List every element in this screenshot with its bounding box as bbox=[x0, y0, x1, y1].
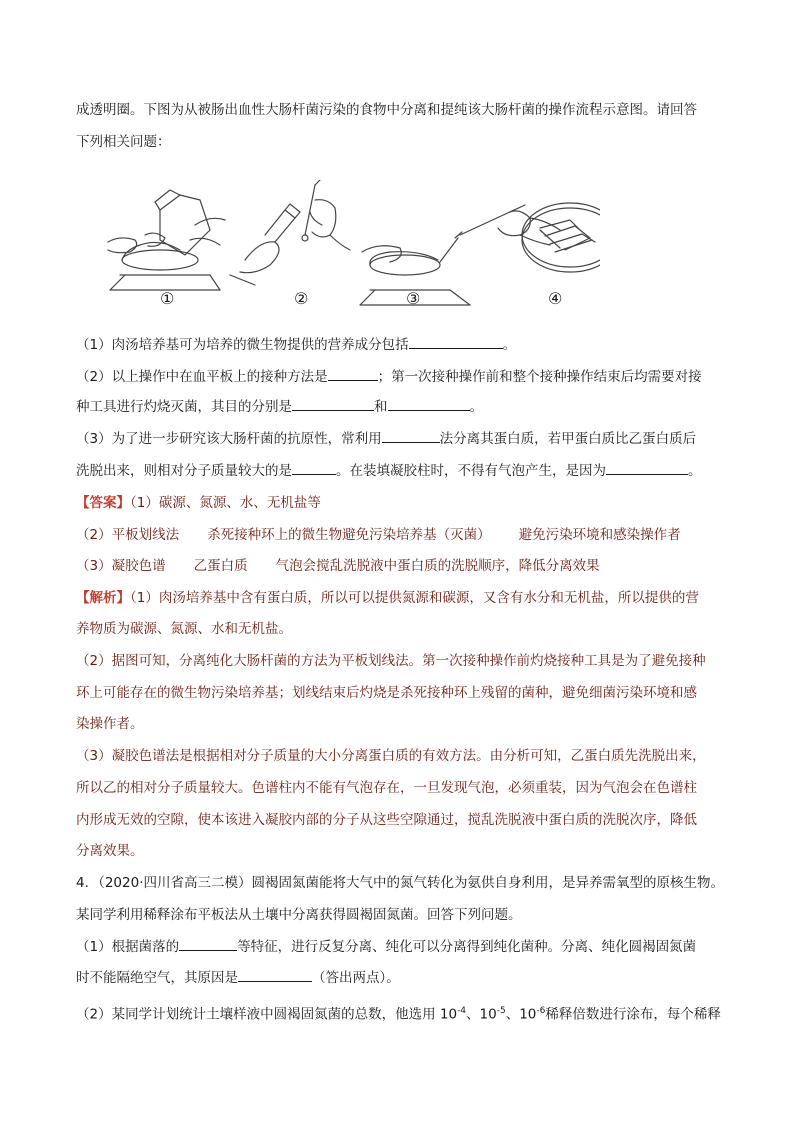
pouring-flask-illustration bbox=[108, 190, 225, 290]
intro-line-2: 下列相关问题： bbox=[76, 134, 171, 150]
petri-dish-illustration bbox=[522, 203, 600, 272]
question-4-line: 某同学利用稀释涂布平板法从土壤中分离获得圆褐固氮菌。回答下列问题。 bbox=[76, 907, 522, 923]
question-4-sub-2: （2）某同学计划统计土壤样液中圆褐固氮菌的总数，他选用 $10^{-4}$、$10^{-5}$、$10^{-6}$稀释倍数进行涂布，每个稀释 bbox=[76, 1006, 721, 1023]
analysis-line: 分离效果。 bbox=[76, 843, 144, 859]
answer-blank[interactable] bbox=[179, 936, 237, 951]
answer-line-1: 【答案】（1）碳源、氮源、水、无机盐等 bbox=[76, 495, 321, 511]
analysis-line: 内形成无效的空隙，使本该进入凝胶内部的分子从这些空隙通过，搅乱洗脱液中蛋白质的洗脱次序，降低 bbox=[76, 812, 697, 828]
answer-tag: 【答案】 bbox=[76, 495, 130, 511]
answer-blank[interactable] bbox=[606, 460, 688, 475]
question-3-line-2: 洗脱出来，则相对分子质量较大的是 。在装填凝胶柱时，不得有气泡产生，是因为 。 bbox=[76, 460, 734, 482]
analysis-tag: 【解析】 bbox=[76, 590, 130, 606]
figure-label-3: ③ bbox=[406, 289, 421, 308]
answer-line-3: （3）凝胶色谱 乙蛋白质 气泡会搅乱洗脱液中蛋白质的洗脱顺序，降低分离效果 bbox=[76, 558, 600, 574]
procedure-figure bbox=[100, 180, 600, 315]
figure-label-1: ① bbox=[160, 289, 175, 308]
question-1: （1）肉汤培养基可为培养的微生物提供的营养成分包括 。 bbox=[76, 334, 734, 356]
question-4-sub-1: （1）根据菌落的 等特征，进行反复分离、纯化可以分离得到纯化菌种。分离、纯化圆褐固氮菌 bbox=[76, 936, 734, 958]
streaking-plate-illustration bbox=[360, 205, 560, 305]
figure-label-4: ④ bbox=[548, 289, 563, 308]
analysis-line: 染操作者。 bbox=[76, 716, 144, 732]
question-4-sub-1: 时不能隔绝空气，其原因是 （答出两点）。 bbox=[76, 967, 734, 989]
analysis-line: 【解析】（1）肉汤培养基中含有蛋白质，所以可以提供氮源和碳源，又含有水分和无机盐，所以提供的营 bbox=[76, 590, 699, 606]
answer-blank[interactable] bbox=[388, 396, 470, 411]
answer-blank[interactable] bbox=[328, 366, 378, 381]
test-tube-hand-illustration bbox=[230, 204, 300, 285]
question-4-line: 4．（2020·四川省高三二模）圆褐固氮菌能将大气中的氮气转化为氨供自身利用，是异养需氧型的原核生物。 bbox=[76, 875, 724, 891]
analysis-line: （3）凝胶色谱法是根据相对分子质量的大小分离蛋白质的有效方法。由分析可知，乙蛋白质先洗脱出来， bbox=[76, 748, 706, 764]
question-2-line-2: 种工具进行灼烧灭菌，其目的分别是 和 。 bbox=[76, 396, 734, 418]
analysis-line: 养物质为碳源、氮源、水和无机盐。 bbox=[76, 621, 292, 637]
answer-blank[interactable] bbox=[382, 428, 440, 443]
answer-blank[interactable] bbox=[409, 334, 503, 349]
answer-blank[interactable] bbox=[292, 396, 374, 411]
intro-line-1: 成透明圈。下图为从被肠出血性大肠杆菌污染的食物中分离和提纯该大肠杆菌的操作流程示意图。请回答 bbox=[76, 102, 697, 118]
question-3-line-1: （3）为了进一步研究该大肠杆菌的抗原性，常利用 法分离其蛋白质，若甲蛋白质比乙蛋白质后 bbox=[76, 428, 734, 450]
analysis-line: 环上可能存在的微生物污染培养基；划线结束后灼烧是杀死接种环上残留的菌种，避免细菌污染环境和感 bbox=[76, 685, 697, 701]
figure-label-2: ② bbox=[294, 289, 309, 308]
answer-blank[interactable] bbox=[292, 460, 336, 475]
analysis-line: 所以乙的相对分子质量较大。色谱柱内不能有气泡存在，一旦发现气泡，必须重装，因为气泡会在色谱柱 bbox=[76, 780, 697, 796]
answer-line-2: （2）平板划线法 杀死接种环上的微生物避免污染培养基（灭菌） 避免污染环境和感染操作者 bbox=[76, 527, 681, 543]
inoculating-loop-hand-illustration bbox=[302, 180, 350, 250]
question-2-line-1: （2）以上操作中在血平板上的接种方法是 ；第一次接种操作前和整个接种操作结束后均需要对接 bbox=[76, 366, 734, 388]
analysis-line: （2）据图可知，分离纯化大肠杆菌的方法为平板划线法。第一次接种操作前灼烧接种工具是为了避免接种 bbox=[76, 653, 706, 669]
answer-blank[interactable] bbox=[238, 967, 312, 982]
